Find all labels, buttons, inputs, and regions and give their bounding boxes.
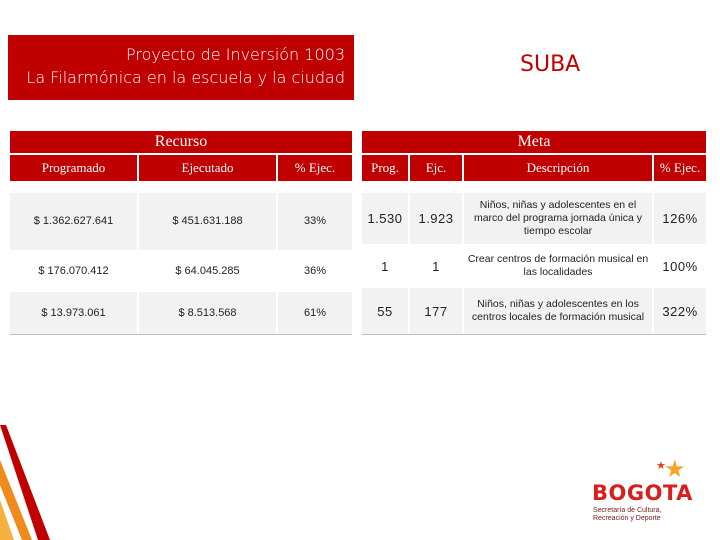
- col-descripcion: Descripción: [464, 155, 652, 181]
- logo-subtitle-line1: Secretaría de Cultura,: [593, 507, 662, 514]
- col-recurso-pct: % Ejec.: [278, 155, 352, 181]
- bogota-logo-subtitle: [593, 507, 661, 523]
- project-title-box: [8, 35, 354, 100]
- meta-row-2-pct: 100%: [654, 246, 706, 286]
- recurso-row-3-pct: 61%: [278, 292, 352, 334]
- meta-row-2-descripcion: Crear centros de formación musical en las localidades: [464, 246, 652, 286]
- recurso-row-2-ejecutado: $ 64.045.285: [139, 252, 276, 290]
- meta-row-1-ejc: 1.923: [410, 193, 462, 244]
- recurso-row-2-programado: $ 176.070.412: [10, 252, 137, 290]
- star-icon-large: ★: [664, 456, 686, 483]
- recurso-bottom-rule: [10, 334, 352, 335]
- locality-title: SUBA: [520, 52, 581, 77]
- meta-row-2-prog: 1: [362, 246, 408, 286]
- corner-stripes-decoration: [0, 425, 50, 540]
- meta-row-3-ejc: 177: [410, 288, 462, 334]
- col-prog: Prog.: [362, 155, 408, 181]
- bogota-logo: [592, 455, 704, 525]
- col-programado: Programado: [10, 155, 137, 181]
- meta-row-1-pct: 126%: [654, 193, 706, 244]
- recurso-row-3-ejecutado: $ 8.513.568: [139, 292, 276, 334]
- col-ejc: Ejc.: [410, 155, 462, 181]
- recurso-row-1-ejecutado: $ 451.631.188: [139, 193, 276, 250]
- meta-row-3-prog: 55: [362, 288, 408, 334]
- meta-row-3-descripcion: Niños, niñas y adolescentes en los centros locales de formación musical: [464, 288, 652, 334]
- col-ejecutado: Ejecutado: [139, 155, 276, 181]
- recurso-row-3-programado: $ 13.973.061: [10, 292, 137, 334]
- logo-subtitle-line2: Recreación y Deporte: [593, 515, 661, 522]
- recurso-group-header: Recurso: [10, 131, 352, 153]
- star-icon-small: ★: [656, 460, 666, 472]
- meta-row-1-prog: 1.530: [362, 193, 408, 244]
- project-title-line1: Proyecto de Inversión 1003: [126, 45, 345, 64]
- meta-row-2-ejc: 1: [410, 246, 462, 286]
- project-title-line2: La Filarmónica en la escuela y la ciudad: [26, 68, 345, 87]
- meta-bottom-rule: [362, 334, 706, 335]
- recurso-row-2-pct: 36%: [278, 252, 352, 290]
- recurso-row-1-programado: $ 1.362.627.641: [10, 193, 137, 250]
- meta-row-3-pct: 322%: [654, 288, 706, 334]
- meta-group-header: Meta: [362, 131, 706, 153]
- bogota-logo-word: BOGOTA: [592, 481, 693, 505]
- col-meta-pct: % Ejec.: [654, 155, 706, 181]
- meta-row-1-descripcion: Niños, niñas y adolescentes en el marco del programa jornada única y tiempo escolar: [464, 193, 652, 244]
- recurso-row-1-pct: 33%: [278, 193, 352, 250]
